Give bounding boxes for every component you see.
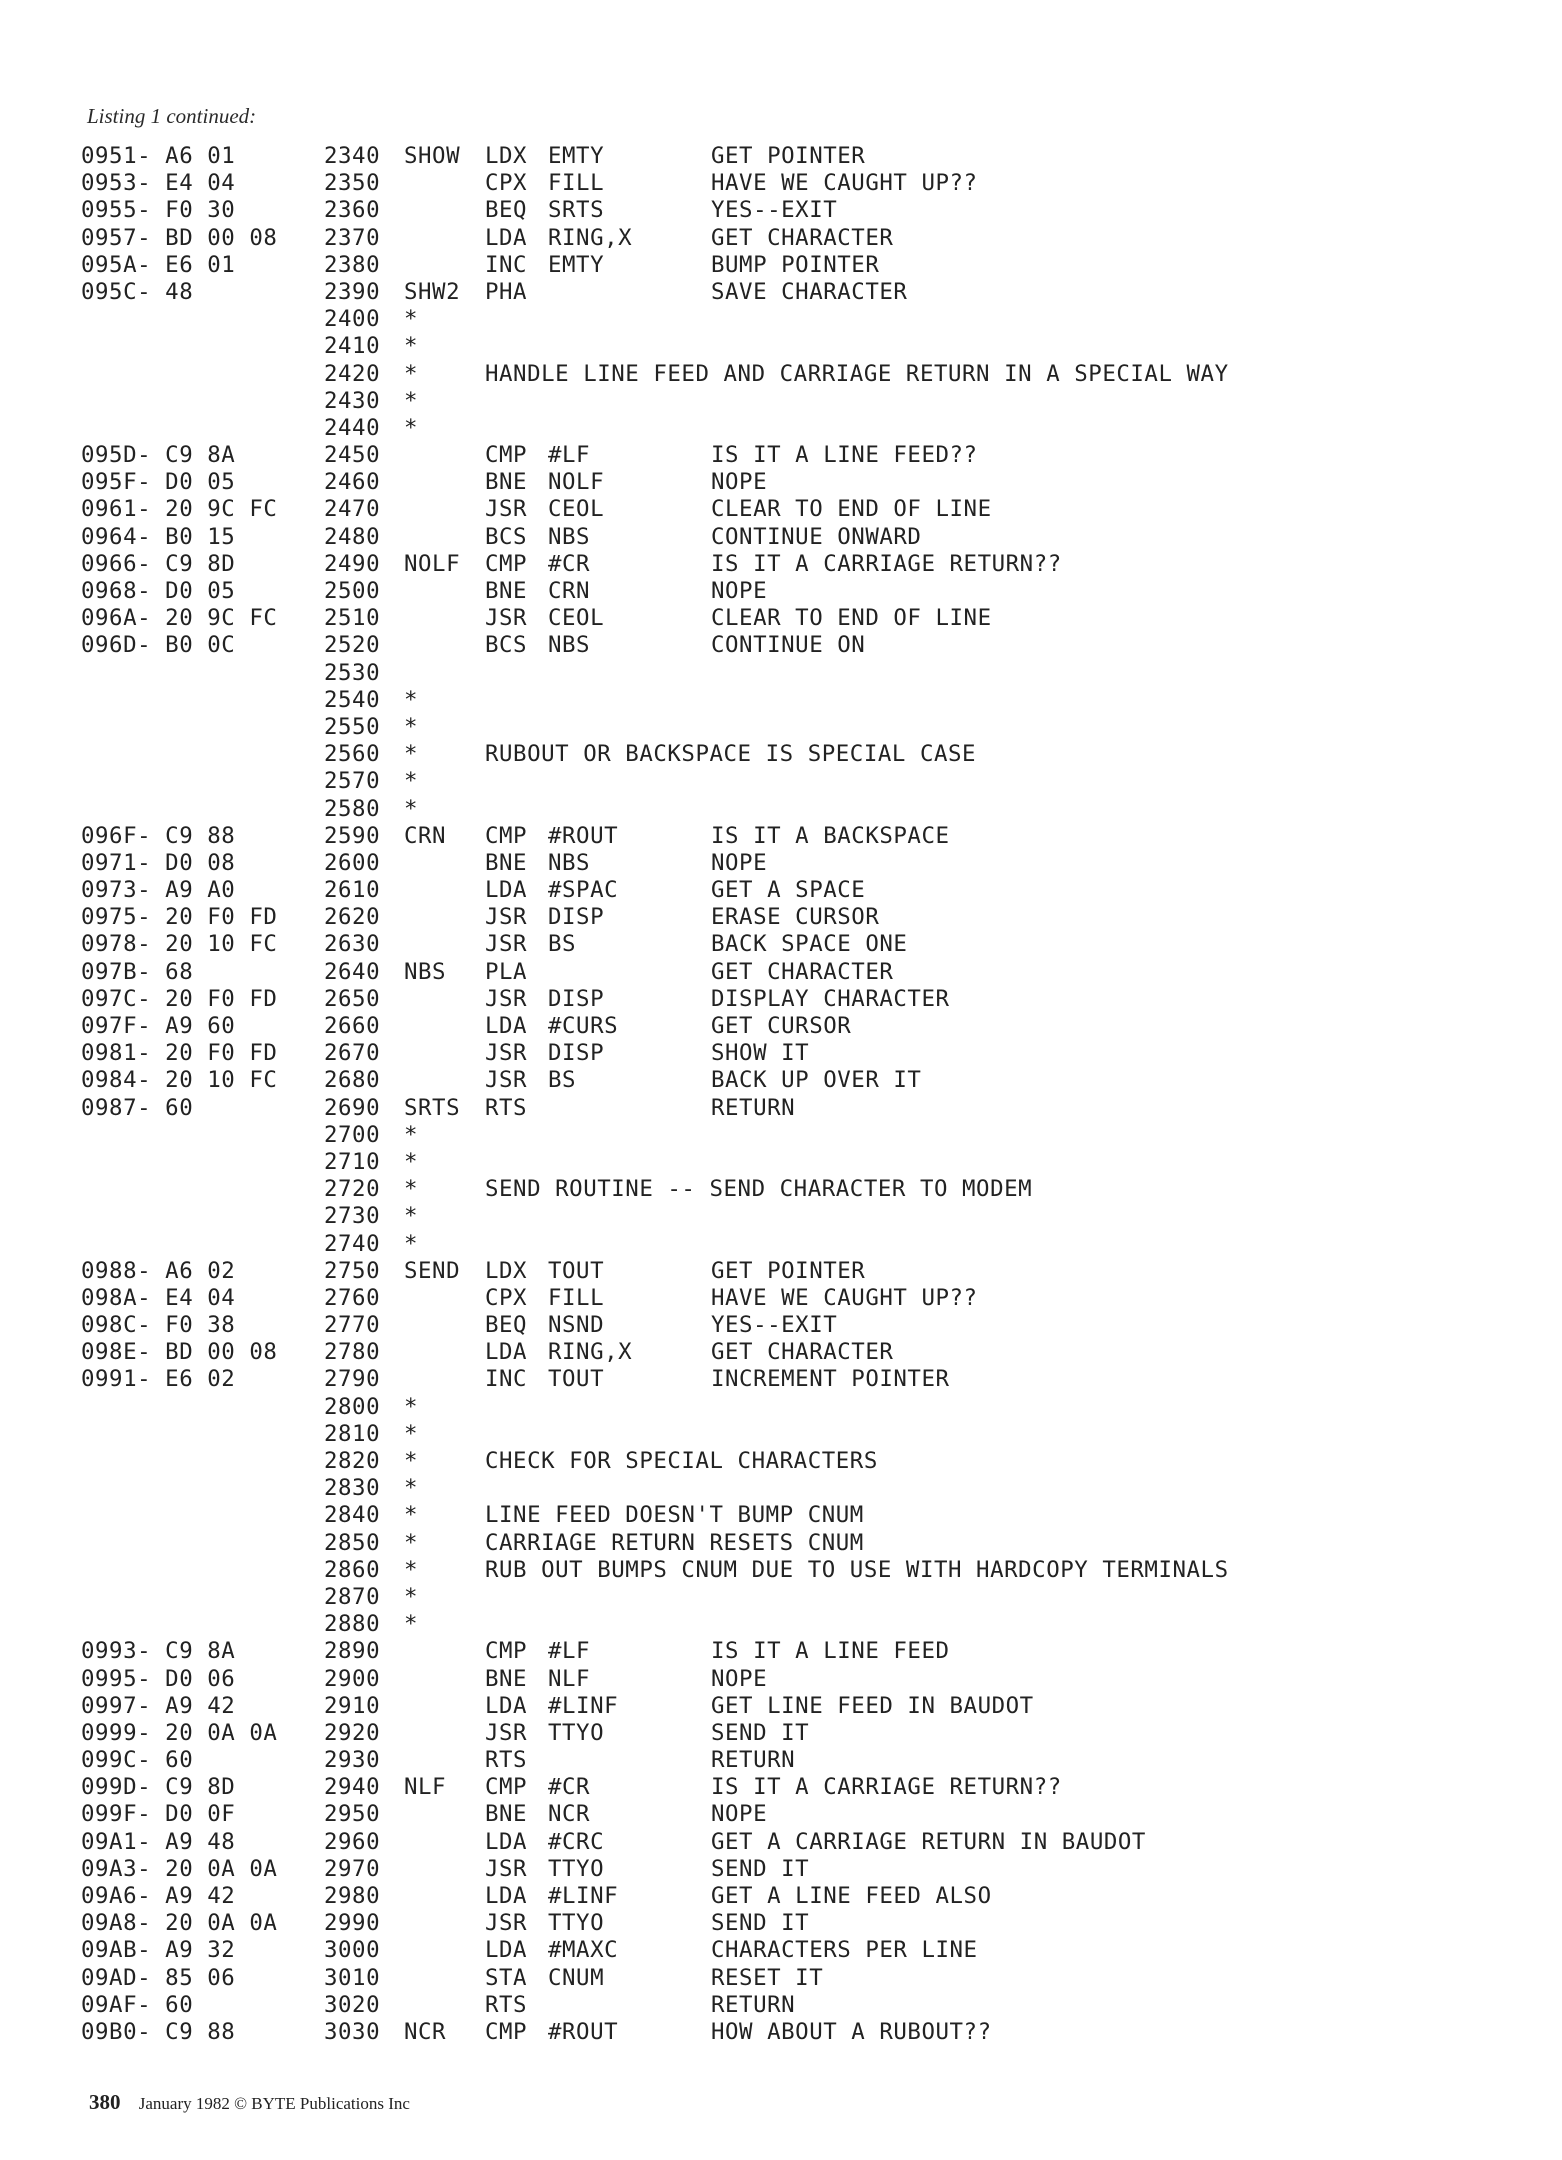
comment-marker: * xyxy=(404,1583,419,1610)
address-code: 095C- 48 xyxy=(81,278,194,305)
operand: CEOL xyxy=(548,605,605,632)
code-comment: GET CURSOR xyxy=(711,1013,852,1039)
opcode: CPX xyxy=(485,1284,528,1311)
address-code: 09A1- A9 48 xyxy=(81,1828,236,1855)
opcode: BCS xyxy=(485,632,528,659)
address-code: 095D- C9 8A xyxy=(81,442,236,469)
comment-marker: * xyxy=(404,1420,419,1447)
opcode: PHA xyxy=(485,278,528,305)
address-code: 0961- 20 9C FC xyxy=(81,496,278,523)
address-code: 0991- E6 02 xyxy=(81,1366,236,1393)
line-number: 2470 xyxy=(324,496,381,523)
code-comment: SEND IT xyxy=(711,1910,810,1937)
code-comment: CLEAR TO END OF LINE xyxy=(711,496,992,523)
comment-marker: * xyxy=(404,768,419,795)
address-code: 09A3- 20 0A 0A xyxy=(81,1855,278,1882)
operand: TOUT xyxy=(548,1366,605,1393)
code-comment: IS IT A BACKSPACE xyxy=(711,822,950,849)
address-code: 096A- 20 9C FC xyxy=(81,605,278,632)
address-code: 0975- 20 F0 FD xyxy=(81,904,278,931)
line-number: 2420 xyxy=(324,360,381,387)
line-number: 2960 xyxy=(324,1828,381,1855)
comment-marker: * xyxy=(404,741,419,768)
line-number: 2890 xyxy=(324,1638,381,1665)
address-code: 0993- C9 8A xyxy=(81,1638,236,1665)
line-number: 2700 xyxy=(324,1121,381,1148)
line-number: 3000 xyxy=(324,1937,381,1964)
comment-marker: * xyxy=(404,795,419,822)
address-code: 09A6- A9 42 xyxy=(81,1883,236,1909)
operand: TTYO xyxy=(548,1910,605,1937)
code-comment: SEND IT xyxy=(711,1719,810,1746)
opcode: BNE xyxy=(485,469,528,496)
line-number: 2770 xyxy=(324,1312,381,1339)
opcode: CMP xyxy=(485,2018,528,2045)
address-code: 098A- E4 04 xyxy=(81,1284,236,1311)
line-number: 2440 xyxy=(324,414,381,441)
operand: #ROUT xyxy=(548,2018,619,2045)
comment-marker: * xyxy=(404,1121,419,1148)
page-number: 380 xyxy=(89,2090,121,2114)
operand: #MAXC xyxy=(548,1937,619,1964)
opcode: LDX xyxy=(485,1257,528,1284)
asm-label: NLF xyxy=(404,1774,447,1801)
line-number: 2950 xyxy=(324,1801,381,1828)
line-number: 2520 xyxy=(324,632,381,659)
line-number: 2850 xyxy=(324,1529,381,1556)
line-number: 2580 xyxy=(324,795,381,822)
operand: FILL xyxy=(548,1284,605,1311)
opcode: INC xyxy=(485,1366,528,1393)
asm-label: SEND xyxy=(404,1257,461,1284)
line-number: 2380 xyxy=(324,251,381,278)
opcode: LDX xyxy=(485,143,528,169)
operand: NLF xyxy=(548,1665,591,1692)
code-comment: CHARACTERS PER LINE xyxy=(711,1937,978,1964)
code-comment: GET LINE FEED IN BAUDOT xyxy=(711,1692,1034,1719)
line-number: 2600 xyxy=(324,849,381,876)
asm-label: SHW2 xyxy=(404,278,461,305)
operand: #LF xyxy=(548,1638,591,1665)
opcode: JSR xyxy=(485,1719,528,1746)
address-code: 0997- A9 42 xyxy=(81,1692,236,1719)
code-comment: RESET IT xyxy=(711,1964,824,1991)
address-code: 0995- D0 06 xyxy=(81,1665,236,1692)
line-number: 2750 xyxy=(324,1257,381,1284)
opcode: CMP xyxy=(485,550,528,577)
code-comment: BUMP POINTER xyxy=(711,251,880,278)
address-code: 0955- F0 30 xyxy=(81,197,236,224)
address-code: 095A- E6 01 xyxy=(81,251,236,278)
operand: #SPAC xyxy=(548,877,619,904)
opcode: BNE xyxy=(485,578,528,604)
opcode: CMP xyxy=(485,1774,528,1801)
address-code: 09AD- 85 06 xyxy=(81,1964,236,1991)
line-number: 2740 xyxy=(324,1230,381,1257)
code-comment: SAVE CHARACTER xyxy=(711,278,908,305)
opcode: JSR xyxy=(485,1067,528,1094)
comment-marker: * xyxy=(404,360,419,387)
operand: RING,X xyxy=(548,1339,633,1366)
address-code: 0953- E4 04 xyxy=(81,170,236,197)
line-number: 2630 xyxy=(324,931,381,958)
operand: NBS xyxy=(548,632,591,659)
line-number: 2570 xyxy=(324,768,381,795)
opcode: RTS xyxy=(485,1991,528,2018)
asm-label: SRTS xyxy=(404,1094,461,1121)
code-comment: GET CHARACTER xyxy=(711,224,894,251)
address-code: 097B- 68 xyxy=(81,958,194,985)
line-number: 2810 xyxy=(324,1420,381,1447)
opcode: JSR xyxy=(485,605,528,632)
operand: #LINF xyxy=(548,1883,619,1909)
operand: TTYO xyxy=(548,1855,605,1882)
code-comment: IS IT A CARRIAGE RETURN?? xyxy=(711,1774,1062,1801)
opcode: LDA xyxy=(485,1013,528,1039)
opcode: CPX xyxy=(485,170,528,197)
opcode: LDA xyxy=(485,1339,528,1366)
opcode: LDA xyxy=(485,1828,528,1855)
comment-marker: * xyxy=(404,1611,419,1638)
opcode: JSR xyxy=(485,985,528,1012)
line-number: 2640 xyxy=(324,958,381,985)
line-number: 2930 xyxy=(324,1747,381,1774)
operand: NCR xyxy=(548,1801,591,1828)
opcode: JSR xyxy=(485,1855,528,1882)
comment-marker: * xyxy=(404,1230,419,1257)
code-comment: BACK UP OVER IT xyxy=(711,1067,922,1094)
address-code: 098C- F0 38 xyxy=(81,1312,236,1339)
comment-marker: * xyxy=(404,1148,419,1175)
code-comment: BACK SPACE ONE xyxy=(711,931,908,958)
line-number: 2650 xyxy=(324,985,381,1012)
comment-marker: * xyxy=(404,387,419,414)
comment-marker: * xyxy=(404,333,419,360)
listing-caption: Listing 1 continued: xyxy=(87,104,257,128)
code-comment: IS IT A LINE FEED?? xyxy=(711,442,978,469)
code-comment: YES--EXIT xyxy=(711,197,838,224)
line-number: 2820 xyxy=(324,1448,381,1474)
line-number: 2790 xyxy=(324,1366,381,1393)
line-number: 2830 xyxy=(324,1475,381,1502)
code-comment: NOPE xyxy=(711,1665,768,1692)
opcode: BNE xyxy=(485,849,528,876)
line-number: 2720 xyxy=(324,1176,381,1203)
operand: FILL xyxy=(548,170,605,197)
operand: #CRC xyxy=(548,1828,605,1855)
operand: #CR xyxy=(548,1774,591,1801)
opcode: CMP xyxy=(485,1638,528,1665)
line-number: 2710 xyxy=(324,1148,381,1175)
code-comment: SEND IT xyxy=(711,1855,810,1882)
line-number: 2510 xyxy=(324,605,381,632)
code-comment: GET POINTER xyxy=(711,143,866,169)
code-comment: CLEAR TO END OF LINE xyxy=(711,605,992,632)
line-number: 2590 xyxy=(324,822,381,849)
code-comment: GET CHARACTER xyxy=(711,958,894,985)
operand: EMTY xyxy=(548,143,605,169)
line-number: 2880 xyxy=(324,1611,381,1638)
operand: NOLF xyxy=(548,469,605,496)
opcode: JSR xyxy=(485,496,528,523)
code-comment: RETURN xyxy=(711,1094,796,1121)
line-number: 2920 xyxy=(324,1719,381,1746)
asm-label: SHOW xyxy=(404,143,461,169)
operand: BS xyxy=(548,931,577,958)
line-number: 2450 xyxy=(324,442,381,469)
comment-text: RUBOUT OR BACKSPACE IS SPECIAL CASE xyxy=(485,741,977,768)
line-number: 2390 xyxy=(324,278,381,305)
address-code: 0988- A6 02 xyxy=(81,1257,236,1284)
operand: #ROUT xyxy=(548,822,619,849)
comment-marker: * xyxy=(404,1203,419,1230)
opcode: LDA xyxy=(485,1883,528,1909)
comment-text: CARRIAGE RETURN RESETS CNUM xyxy=(485,1529,864,1556)
code-comment: SHOW IT xyxy=(711,1040,810,1067)
address-code: 09AF- 60 xyxy=(81,1991,194,2018)
operand: RING,X xyxy=(548,224,633,251)
line-number: 2400 xyxy=(324,306,381,333)
operand: BS xyxy=(548,1067,577,1094)
line-number: 2690 xyxy=(324,1094,381,1121)
opcode: CMP xyxy=(485,442,528,469)
line-number: 2530 xyxy=(324,659,381,686)
address-code: 09B0- C9 88 xyxy=(81,2018,236,2045)
code-comment: GET POINTER xyxy=(711,1257,866,1284)
code-comment: HAVE WE CAUGHT UP?? xyxy=(711,1284,978,1311)
address-code: 0957- BD 00 08 xyxy=(81,224,278,251)
line-number: 2460 xyxy=(324,469,381,496)
code-comment: NOPE xyxy=(711,849,768,876)
opcode: STA xyxy=(485,1964,528,1991)
address-code: 09A8- 20 0A 0A xyxy=(81,1910,278,1937)
page-footer xyxy=(89,2090,410,2115)
address-code: 0984- 20 10 FC xyxy=(81,1067,278,1094)
line-number: 2350 xyxy=(324,170,381,197)
code-comment: GET A CARRIAGE RETURN IN BAUDOT xyxy=(711,1828,1146,1855)
opcode: JSR xyxy=(485,931,528,958)
opcode: BNE xyxy=(485,1801,528,1828)
line-number: 2360 xyxy=(324,197,381,224)
comment-marker: * xyxy=(404,1502,419,1529)
operand: TTYO xyxy=(548,1719,605,1746)
opcode: LDA xyxy=(485,1692,528,1719)
code-comment: CONTINUE ONWARD xyxy=(711,523,922,550)
line-number: 2610 xyxy=(324,877,381,904)
line-number: 2980 xyxy=(324,1883,381,1909)
line-number: 2860 xyxy=(324,1556,381,1583)
line-number: 2760 xyxy=(324,1284,381,1311)
operand: DISP xyxy=(548,985,605,1012)
address-code: 0966- C9 8D xyxy=(81,550,236,577)
code-comment: YES--EXIT xyxy=(711,1312,838,1339)
line-number: 2410 xyxy=(324,333,381,360)
code-comment: IS IT A LINE FEED xyxy=(711,1638,950,1665)
comment-text: RUB OUT BUMPS CNUM DUE TO USE WITH HARDCOPY TERMINALS xyxy=(485,1556,1229,1583)
address-code: 0981- 20 F0 FD xyxy=(81,1040,278,1067)
operand: #CR xyxy=(548,550,591,577)
line-number: 2900 xyxy=(324,1665,381,1692)
operand: #LF xyxy=(548,442,591,469)
code-comment: NOPE xyxy=(711,469,768,496)
address-code: 0968- D0 05 xyxy=(81,578,236,604)
comment-text: LINE FEED DOESN'T BUMP CNUM xyxy=(485,1502,864,1529)
code-comment: HAVE WE CAUGHT UP?? xyxy=(711,170,978,197)
operand: CRN xyxy=(548,578,591,604)
asm-label: NOLF xyxy=(404,550,461,577)
code-comment: DISPLAY CHARACTER xyxy=(711,985,950,1012)
code-comment: ERASE CURSOR xyxy=(711,904,880,931)
operand: DISP xyxy=(548,1040,605,1067)
line-number: 2670 xyxy=(324,1040,381,1067)
line-number: 2940 xyxy=(324,1774,381,1801)
line-number: 2870 xyxy=(324,1583,381,1610)
line-number: 2910 xyxy=(324,1692,381,1719)
address-code: 0971- D0 08 xyxy=(81,849,236,876)
opcode: INC xyxy=(485,251,528,278)
line-number: 2490 xyxy=(324,550,381,577)
operand: NBS xyxy=(548,849,591,876)
line-number: 3010 xyxy=(324,1964,381,1991)
opcode: PLA xyxy=(485,958,528,985)
operand: CNUM xyxy=(548,1964,605,1991)
opcode: BCS xyxy=(485,523,528,550)
operand: #LINF xyxy=(548,1692,619,1719)
line-number: 2990 xyxy=(324,1910,381,1937)
operand: NSND xyxy=(548,1312,605,1339)
line-number: 2340 xyxy=(324,143,381,169)
line-number: 2660 xyxy=(324,1013,381,1039)
comment-marker: * xyxy=(404,1448,419,1474)
comment-marker: * xyxy=(404,686,419,713)
line-number: 2500 xyxy=(324,578,381,604)
line-number: 2540 xyxy=(324,686,381,713)
opcode: JSR xyxy=(485,904,528,931)
line-number: 2970 xyxy=(324,1855,381,1882)
code-comment: GET A SPACE xyxy=(711,877,866,904)
code-comment: RETURN xyxy=(711,1991,796,2018)
code-comment: NOPE xyxy=(711,578,768,604)
line-number: 2840 xyxy=(324,1502,381,1529)
comment-marker: * xyxy=(404,1475,419,1502)
comment-marker: * xyxy=(404,306,419,333)
line-number: 3020 xyxy=(324,1991,381,2018)
line-number: 2680 xyxy=(324,1067,381,1094)
operand: EMTY xyxy=(548,251,605,278)
address-code: 098E- BD 00 08 xyxy=(81,1339,278,1366)
asm-label: CRN xyxy=(404,822,447,849)
address-code: 0978- 20 10 FC xyxy=(81,931,278,958)
address-code: 0999- 20 0A 0A xyxy=(81,1719,278,1746)
line-number: 2730 xyxy=(324,1203,381,1230)
line-number: 2550 xyxy=(324,713,381,740)
comment-marker: * xyxy=(404,1176,419,1203)
code-comment: NOPE xyxy=(711,1801,768,1828)
line-number: 2430 xyxy=(324,387,381,414)
address-code: 0973- A9 A0 xyxy=(81,877,236,904)
opcode: BEQ xyxy=(485,197,528,224)
code-comment: RETURN xyxy=(711,1747,796,1774)
code-comment: HOW ABOUT A RUBOUT?? xyxy=(711,2018,992,2045)
comment-marker: * xyxy=(404,414,419,441)
address-code: 0964- B0 15 xyxy=(81,523,236,550)
opcode: LDA xyxy=(485,877,528,904)
operand: NBS xyxy=(548,523,591,550)
address-code: 099D- C9 8D xyxy=(81,1774,236,1801)
opcode: RTS xyxy=(485,1747,528,1774)
code-comment: CONTINUE ON xyxy=(711,632,866,659)
address-code: 099C- 60 xyxy=(81,1747,194,1774)
comment-marker: * xyxy=(404,1393,419,1420)
code-comment: INCREMENT POINTER xyxy=(711,1366,950,1393)
operand: TOUT xyxy=(548,1257,605,1284)
opcode: JSR xyxy=(485,1910,528,1937)
line-number: 2560 xyxy=(324,741,381,768)
address-code: 0951- A6 01 xyxy=(81,143,236,169)
line-number: 3030 xyxy=(324,2018,381,2045)
address-code: 09AB- A9 32 xyxy=(81,1937,236,1964)
address-code: 096D- B0 0C xyxy=(81,632,236,659)
address-code: 097F- A9 60 xyxy=(81,1013,236,1039)
address-code: 0987- 60 xyxy=(81,1094,194,1121)
opcode: CMP xyxy=(485,822,528,849)
opcode: BNE xyxy=(485,1665,528,1692)
address-code: 099F- D0 0F xyxy=(81,1801,236,1828)
line-number: 2480 xyxy=(324,523,381,550)
code-comment: GET CHARACTER xyxy=(711,1339,894,1366)
comment-text: HANDLE LINE FEED AND CARRIAGE RETURN IN A SPECIAL WAY xyxy=(485,360,1229,387)
operand: CEOL xyxy=(548,496,605,523)
asm-label: NBS xyxy=(404,958,447,985)
asm-label: NCR xyxy=(404,2018,447,2045)
opcode: JSR xyxy=(485,1040,528,1067)
opcode: LDA xyxy=(485,1937,528,1964)
comment-text: CHECK FOR SPECIAL CHARACTERS xyxy=(485,1448,878,1474)
line-number: 2620 xyxy=(324,904,381,931)
footer-credit: January 1982 © BYTE Publications Inc xyxy=(138,2094,410,2113)
address-code: 097C- 20 F0 FD xyxy=(81,985,278,1012)
comment-marker: * xyxy=(404,1529,419,1556)
code-comment: IS IT A CARRIAGE RETURN?? xyxy=(711,550,1062,577)
opcode: BEQ xyxy=(485,1312,528,1339)
code-comment: GET A LINE FEED ALSO xyxy=(711,1883,992,1909)
operand: #CURS xyxy=(548,1013,619,1039)
comment-marker: * xyxy=(404,713,419,740)
operand: DISP xyxy=(548,904,605,931)
line-number: 2800 xyxy=(324,1393,381,1420)
comment-marker: * xyxy=(404,1556,419,1583)
opcode: LDA xyxy=(485,224,528,251)
opcode: RTS xyxy=(485,1094,528,1121)
line-number: 2780 xyxy=(324,1339,381,1366)
operand: SRTS xyxy=(548,197,605,224)
address-code: 095F- D0 05 xyxy=(81,469,236,496)
line-number: 2370 xyxy=(324,224,381,251)
address-code: 096F- C9 88 xyxy=(81,822,236,849)
comment-text: SEND ROUTINE -- SEND CHARACTER TO MODEM xyxy=(485,1176,1033,1203)
